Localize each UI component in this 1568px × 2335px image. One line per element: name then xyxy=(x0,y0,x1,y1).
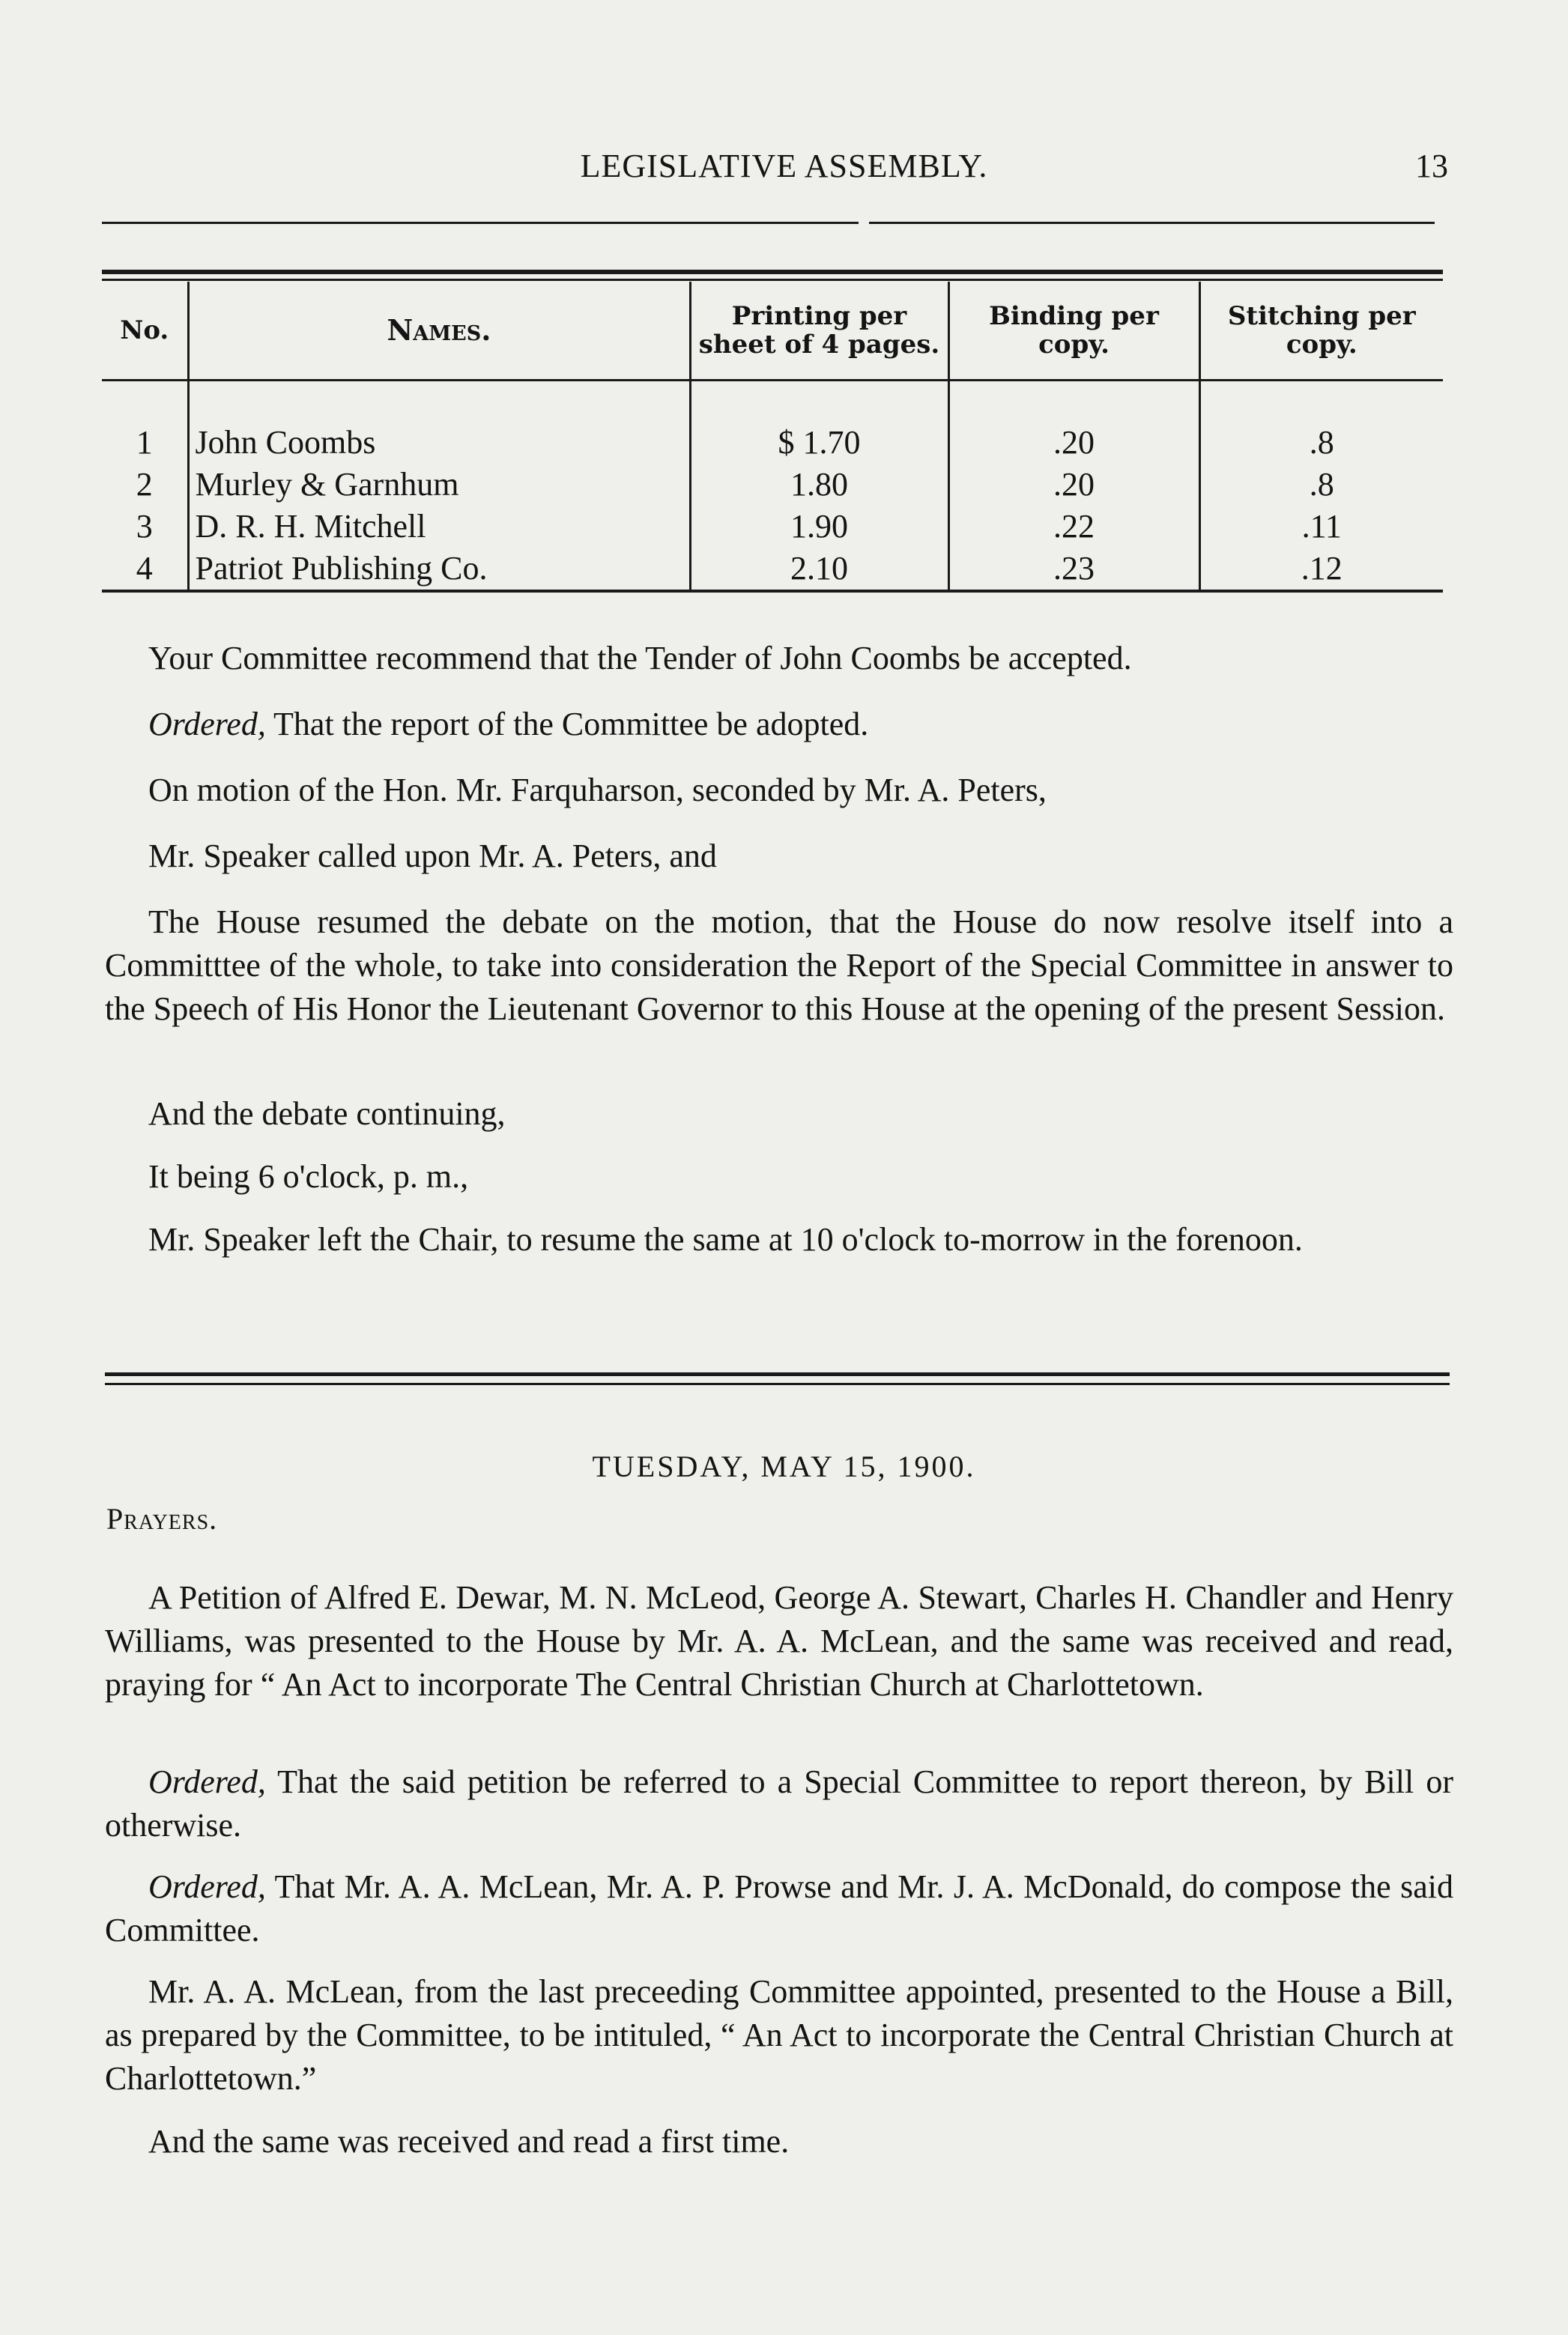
cell-binding: .20 xyxy=(948,464,1199,506)
section-divider-thin xyxy=(105,1383,1450,1385)
cell-stitching: .12 xyxy=(1199,548,1443,591)
cell-binding: .20 xyxy=(948,381,1199,464)
paragraph-text: Mr. Speaker called upon Mr. A. Peters, and xyxy=(148,838,717,874)
paragraph-text: That Mr. A. A. McLean, Mr. A. P. Prowse and Mr. J. A. McDonald, do compose the said Committee. xyxy=(105,1868,1453,1948)
petition-paragraph xyxy=(105,1576,1453,1706)
section-divider-thick xyxy=(105,1372,1450,1376)
paragraph-text: And the debate continuing, xyxy=(148,1095,506,1132)
motion-farquharson xyxy=(105,769,1453,812)
paragraph-text: Your Committee recommend that the Tender of John Coombs be accepted. xyxy=(148,640,1132,676)
table-top-rule-thin xyxy=(102,279,1443,281)
cell-binding: .22 xyxy=(948,506,1199,548)
cell-name: Murley & Garnhum xyxy=(188,464,690,506)
ordered-referred xyxy=(105,1760,1453,1847)
paragraph-text: That the said petition be referred to a Special Committee to report thereon, by Bill or otherwise. xyxy=(105,1763,1453,1844)
tender-table xyxy=(102,282,1443,593)
paragraph-text: A Petition of Alfred E. Dewar, M. N. McLeod, George A. Stewart, Charles H. Chandler and Henry Williams, was presented to the House by Mr. A. A. McLean, and the same was received and read, praying for “ An Act to incorporate The Central Christian Church at Charlottetown. xyxy=(105,1579,1453,1703)
ordered-lead: Ordered, xyxy=(148,1868,266,1905)
cell-no: 4 xyxy=(102,548,188,591)
table-row xyxy=(102,464,1443,506)
ordered-lead: Ordered, xyxy=(148,706,266,742)
cell-name: D. R. H. Mitchell xyxy=(188,506,690,548)
cell-stitching: .11 xyxy=(1199,506,1443,548)
paragraph-text: On motion of the Hon. Mr. Farquharson, seconded by Mr. A. Peters, xyxy=(148,772,1047,808)
cell-stitching: .8 xyxy=(1199,464,1443,506)
cell-no: 2 xyxy=(136,466,153,503)
house-resumed-debate xyxy=(105,900,1453,1031)
speaker-called xyxy=(105,835,1453,878)
paragraph-text: Mr. A. A. McLean, from the last preceeding Committee appointed, presented to the House a Bill, as prepared by the Committee, to be intituled, “ An Act to incorporate the Central Christian Church at Charlottetown.” xyxy=(105,1973,1453,2097)
cell-printing: 1.90 xyxy=(690,506,948,548)
column-header-printing: Printing per sheet of 4 pages. xyxy=(690,282,948,381)
committee-recommendation xyxy=(105,637,1453,680)
paragraph-text: The House resumed the debate on the motion, that the House do now resolve itself into a Committtee of the whole, to take into consideration the Report of the Special Committee in answer to the Speech of His Honor the Lieutenant Governor to this House at the opening of the present Session. xyxy=(105,903,1453,1027)
prayers-heading: Prayers. xyxy=(106,1502,218,1536)
paragraph-text: Mr. Speaker left the Chair, to resume the same at 10 o'clock to-morrow in the forenoon. xyxy=(148,1221,1303,1258)
table-header-row xyxy=(102,282,1443,381)
cell-name: Patriot Publishing Co. xyxy=(188,548,690,591)
column-header-names: Names. xyxy=(188,282,690,381)
table-row xyxy=(102,381,1443,464)
cell-printing: 2.10 xyxy=(690,548,948,591)
paragraph-text: That the report of the Committee be adopted. xyxy=(265,706,869,742)
table-top-rule-thick xyxy=(102,270,1443,274)
cell-no: 3 xyxy=(136,508,153,545)
ordered-compose-committee xyxy=(105,1865,1453,1952)
header-rule-right xyxy=(869,222,1435,224)
column-header-binding: Binding per copy. xyxy=(948,282,1199,381)
first-reading xyxy=(105,2120,1453,2163)
paragraph-text: And the same was received and read a first time. xyxy=(148,2123,790,2160)
cell-binding: .23 xyxy=(948,548,1199,591)
ordered-lead: Ordered, xyxy=(148,1763,266,1800)
six-oclock xyxy=(105,1155,1453,1199)
bill-presented xyxy=(105,1970,1453,2101)
cell-name: John Coombs xyxy=(188,381,690,464)
cell-printing: $ 1.70 xyxy=(690,381,948,464)
cell-printing: 1.80 xyxy=(690,464,948,506)
table-row xyxy=(102,506,1443,548)
ordered-report-adopted xyxy=(105,703,1453,746)
date-heading: TUESDAY, MAY 15, 1900. xyxy=(592,1450,976,1483)
header-rule-left xyxy=(102,222,859,224)
page-number: 13 xyxy=(1415,148,1448,184)
cell-stitching: .8 xyxy=(1199,381,1443,464)
running-head-title: LEGISLATIVE ASSEMBLY. xyxy=(580,148,988,184)
cell-no: 1 xyxy=(136,424,153,461)
speaker-left-chair xyxy=(105,1218,1453,1262)
debate-continuing xyxy=(105,1092,1453,1136)
table-row xyxy=(102,548,1443,591)
column-header-stitching: Stitching per copy. xyxy=(1199,282,1443,381)
column-header-no: No. xyxy=(102,282,188,381)
paragraph-text: It being 6 o'clock, p. m., xyxy=(148,1158,469,1195)
